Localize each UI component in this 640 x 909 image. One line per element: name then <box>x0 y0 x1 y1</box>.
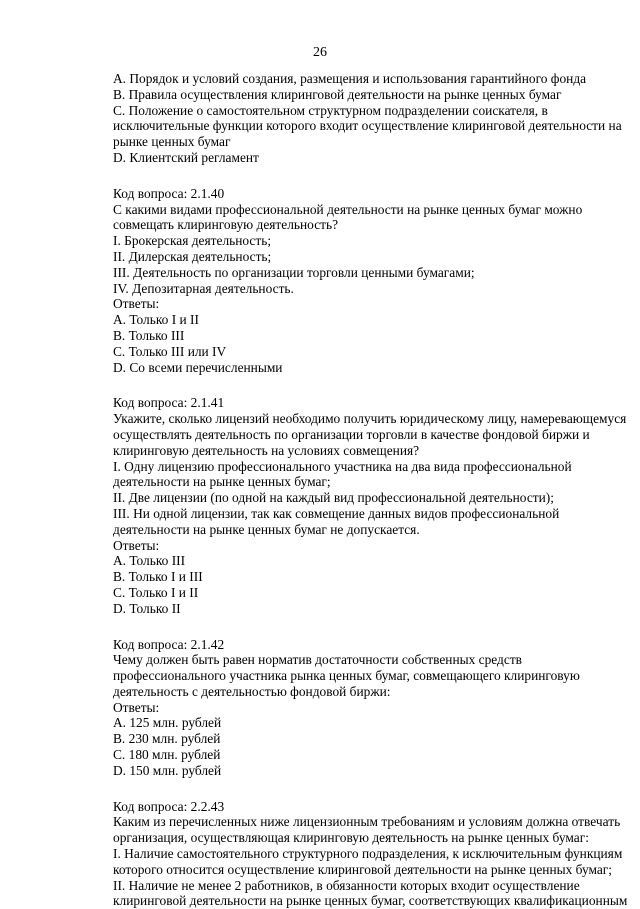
text-line: Код вопроса: 2.1.40 <box>113 185 225 201</box>
text-line: Код вопроса: 2.1.42 <box>113 636 225 652</box>
text-line: II. Дилерская деятельность; <box>113 248 272 264</box>
text-line: С. Только III или IV <box>113 343 227 359</box>
text-line: III. Деятельность по организации торговли ценными бумагами; <box>113 264 475 280</box>
page-number: 26 <box>313 45 327 60</box>
block-gap <box>113 166 625 186</box>
text-line: рынке ценных бумаг <box>113 134 231 150</box>
text-line: II. Наличие не менее 2 работников, в обязанности которых входит осуществление <box>113 877 580 893</box>
block-gap <box>113 779 625 799</box>
text-line: организация, осуществляющая клиринговую деятельность на рынке ценных бумаг: <box>113 830 589 846</box>
text-line: Ответы: <box>113 296 160 312</box>
text-line: III. Ни одной лицензии, так как совмещение данных видов профессиональной <box>113 505 560 521</box>
text-line: D. Только II <box>113 600 181 616</box>
text-line: профессионального участника рынка ценных бумаг, совмещающего клиринговую <box>113 668 580 684</box>
text-line: деятельность с деятельностью фондовой биржи: <box>113 683 391 699</box>
text-line: С. Положение о самостоятельном структурном подразделении соискателя, в <box>113 102 548 118</box>
text-line: исключительные функции которого входит осуществление клиринговой деятельности на <box>113 118 622 134</box>
text-line: Укажите, сколько лицензий необходимо получить юридическому лицу, намеревающемуся <box>113 411 627 427</box>
text-line: которого относится осуществление клиринговой деятельности на рынке ценных бумаг; <box>113 861 613 877</box>
text-line: деятельности на рынке ценных бумаг не допускается. <box>113 521 420 537</box>
text-line: А. Порядок и условий создания, размещения и использования гарантийного фонда <box>113 71 587 86</box>
text-line: I. Брокерская деятельность; <box>113 233 272 249</box>
text-line: D. 150 млн. рублей <box>113 762 222 778</box>
text-line: I. Одну лицензию профессионального участника на два вида профессиональной <box>113 458 572 474</box>
text-line: А. Только III <box>113 553 186 569</box>
question-block <box>113 395 625 616</box>
text-line: А. Только I и II <box>113 312 199 328</box>
text-line: С какими видами профессиональной деятельности на рынке ценных бумаг можно <box>113 201 583 217</box>
text-line: Ответы: <box>113 699 160 715</box>
text-line: В. Только I и III <box>113 569 203 585</box>
text-line: Каким из перечисленных ниже лицензионным требованиям и условиям должна отвечать <box>113 814 621 830</box>
text-line: клиринговую деятельность на условиях совмещения? <box>113 442 420 458</box>
text-line: В. Правила осуществления клиринговой деятельности на рынке ценных бумаг <box>113 86 562 102</box>
text-line: I. Наличие самостоятельного структурного подразделения, к исключительным функциям <box>113 846 623 862</box>
question-block <box>113 186 625 376</box>
text-line: Код вопроса: 2.1.41 <box>113 395 225 411</box>
block-gap <box>113 375 625 395</box>
block-gap <box>113 617 625 637</box>
answer-block <box>113 71 625 166</box>
question-block <box>113 798 628 909</box>
text-line: Ответы: <box>113 537 160 553</box>
text-line: осуществлять деятельность по организации торговли в качестве фондовой биржи и <box>113 426 590 442</box>
text-line: В. 230 млн. рублей <box>113 731 221 747</box>
text-line: А. 125 млн. рублей <box>113 715 222 731</box>
text-line: D. Клиентский регламент <box>113 149 259 165</box>
text-line: В. Только III <box>113 327 185 343</box>
question-block <box>113 637 625 779</box>
text-line: D. Со всеми перечисленными <box>113 359 283 375</box>
document-body <box>113 71 628 909</box>
text-line: Чему должен быть равен норматив достаточности собственных средств <box>113 652 522 668</box>
text-line: деятельности на рынке ценных бумаг; <box>113 474 331 490</box>
text-line: С. Только I и II <box>113 584 199 600</box>
text-line: С. 180 млн. рублей <box>113 747 221 763</box>
text-line: совмещать клиринговую деятельность? <box>113 217 339 233</box>
text-line: Код вопроса: 2.2.43 <box>113 798 225 814</box>
text-line: IV. Депозитарная деятельность. <box>113 280 294 296</box>
text-line: II. Две лицензии (по одной на каждый вид профессиональной деятельности); <box>113 490 554 506</box>
text-line: клиринговой деятельности на рынке ценных бумаг, соответствующих квалификационным <box>113 893 628 909</box>
